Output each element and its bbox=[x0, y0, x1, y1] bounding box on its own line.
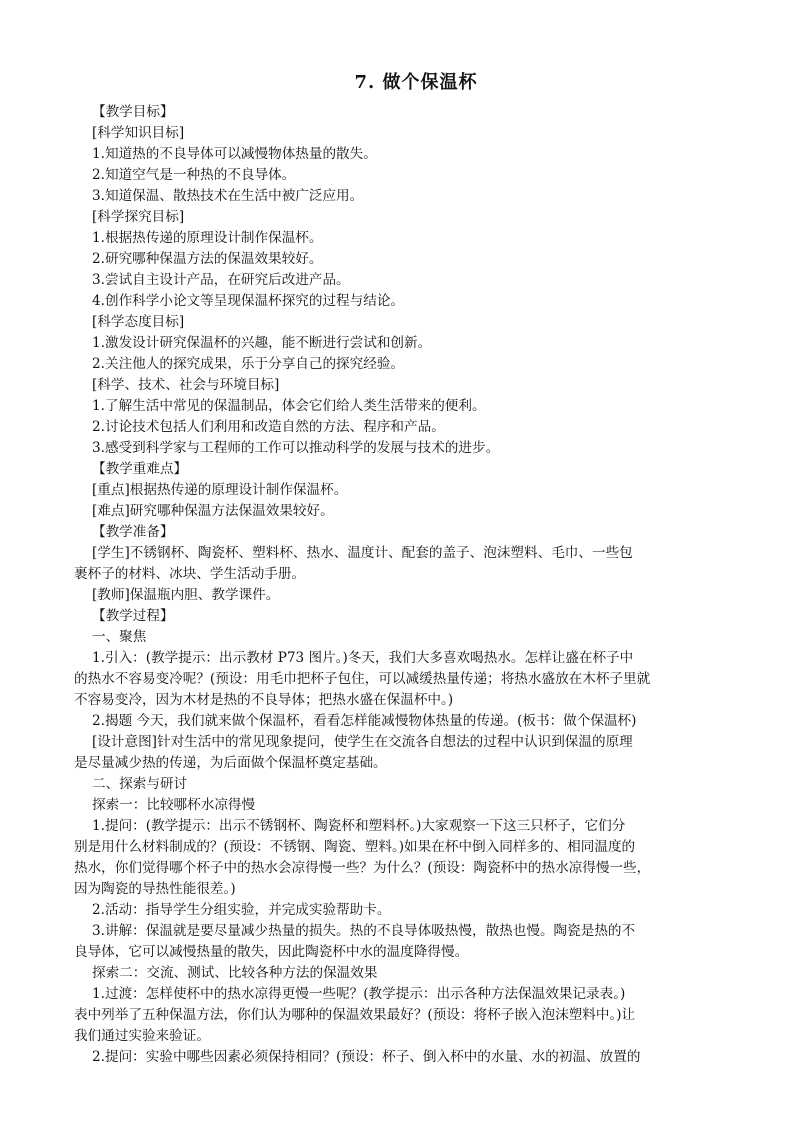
text-line: 3.感受到科学家与工程师的工作可以推动科学的发展与技术的进步。 bbox=[92, 440, 500, 456]
text-line: 一、聚焦 bbox=[92, 629, 147, 645]
text-line: 【教学过程】 bbox=[92, 608, 174, 624]
text-line: [科学态度目标] bbox=[92, 314, 185, 330]
text-line: 【教学目标】 bbox=[92, 104, 174, 120]
text-line: 1.提问：(教学提示：出示不锈钢杯、陶瓷杯和塑料杯。)大家观察一下这三只杯子，它们分 bbox=[92, 818, 626, 834]
text-line: 1.根据热传递的原理设计制作保温杯。 bbox=[92, 230, 323, 246]
text-line: 1.知道热的不良导体可以减慢物体热量的散失。 bbox=[92, 146, 377, 162]
text-line: 二、探索与研讨 bbox=[92, 776, 188, 792]
text-line: 我们通过实验来验证。 bbox=[74, 1028, 210, 1044]
text-line: 1.过渡：怎样使杯中的热水凉得更慢一些呢？(教学提示：出示各种方法保温效果记录表。) bbox=[92, 986, 626, 1002]
text-line: [设计意图]针对生活中的常见现象提问，使学生在交流各自想法的过程中认识到保温的原理 bbox=[92, 734, 633, 750]
text-line: 探索二：交流、测试、比较各种方法的保温效果 bbox=[92, 965, 378, 981]
text-line: [科学、技术、社会与环境目标] bbox=[92, 377, 280, 393]
text-line: 热水，你们觉得哪个杯子中的热水会凉得慢一些？为什么？(预设：陶瓷杯中的热水凉得慢一些， bbox=[74, 860, 651, 876]
text-line: 2.提问：实验中哪些因素必须保持相同？(预设：杯子、倒入杯中的水量、水的初温、放置的 bbox=[92, 1049, 641, 1065]
text-line: [重点]根据热传递的原理设计制作保温杯。 bbox=[92, 482, 348, 498]
text-line: 因为陶瓷的导热性能很差。) bbox=[74, 881, 236, 897]
text-line: 4.创作科学小论文等呈现保温杯探究的过程与结论。 bbox=[92, 293, 405, 309]
text-line: [学生]不锈钢杯、陶瓷杯、塑料杯、热水、温度计、配套的盖子、泡沫塑料、毛巾、一些包 bbox=[92, 545, 633, 561]
text-line: 1.引入：(教学提示：出示教材 P73 图片。)冬天，我们大多喜欢喝热水。怎样让盛在杯子中 bbox=[92, 650, 634, 666]
text-line: 【教学重难点】 bbox=[92, 461, 188, 477]
text-line: [科学知识目标] bbox=[92, 125, 185, 141]
text-line: 3.知道保温、散热技术在生活中被广泛应用。 bbox=[92, 188, 364, 204]
text-line: 1.了解生活中常见的保温制品，体会它们给人类生活带来的便利。 bbox=[92, 398, 486, 414]
text-line: 3.尝试自主设计产品，在研究后改进产品。 bbox=[92, 272, 350, 288]
text-line: 裹杯子的材料、冰块、学生活动手册。 bbox=[74, 566, 306, 582]
text-line: 2.知道空气是一种热的不良导体。 bbox=[92, 167, 296, 183]
text-line: 2.揭题 今天，我们就来做个保温杯，看看怎样能减慢物体热量的传递。(板书：做个保温杯) bbox=[92, 713, 637, 729]
text-line: 3.讲解：保温就是要尽量减少热量的损失。热的不良导体吸热慢，散热也慢。陶瓷是热的不 bbox=[92, 923, 636, 939]
text-line: 【教学准备】 bbox=[92, 524, 174, 540]
document-page bbox=[74, 70, 740, 1068]
text-line: 2.关注他人的探究成果，乐于分享自己的探究经验。 bbox=[92, 356, 405, 372]
text-line: 的热水不容易变冷呢？(预设：用毛巾把杯子包住，可以减缓热量传递；将热水盛放在木杯子里就 bbox=[74, 671, 651, 687]
text-line: 是尽量减少热的传递，为后面做个保温杯奠定基础。 bbox=[74, 755, 387, 771]
document-body bbox=[74, 102, 740, 1068]
text-line: [教师]保温瓶内胆、教学课件。 bbox=[92, 587, 280, 603]
text-line: [科学探究目标] bbox=[92, 209, 185, 225]
text-line: 表中列举了五种保温方法，你们认为哪种的保温效果最好？(预设：将杯子嵌入泡沫塑料中。)让 bbox=[74, 1007, 636, 1023]
text-line: 别是用什么材料制成的？(预设：不锈钢、陶瓷、塑料。)如果在杯中倒入同样多的、相同温度的 bbox=[74, 839, 636, 855]
text-line: 2.活动：指导学生分组实验，并完成实验帮助卡。 bbox=[92, 902, 391, 918]
text-line: 良导体，它可以减慢热量的散失，因此陶瓷杯中水的温度降得慢。 bbox=[74, 944, 469, 960]
text-line: 探索一：比较哪杯水凉得慢 bbox=[92, 797, 256, 813]
text-line: 1.激发设计研究保温杯的兴趣，能不断进行尝试和创新。 bbox=[92, 335, 432, 351]
text-line: 2.讨论技术包括人们利用和改造自然的方法、程序和产品。 bbox=[92, 419, 445, 435]
text-line: [难点]研究哪种保温方法保温效果较好。 bbox=[92, 503, 334, 519]
text-line: 2.研究哪种保温方法的保温效果较好。 bbox=[92, 251, 323, 267]
document-title: 7. 做个保温杯 bbox=[354, 72, 478, 93]
text-line: 不容易变冷，因为木材是热的不良导体；把热水盛在保温杯中。) bbox=[74, 692, 454, 708]
